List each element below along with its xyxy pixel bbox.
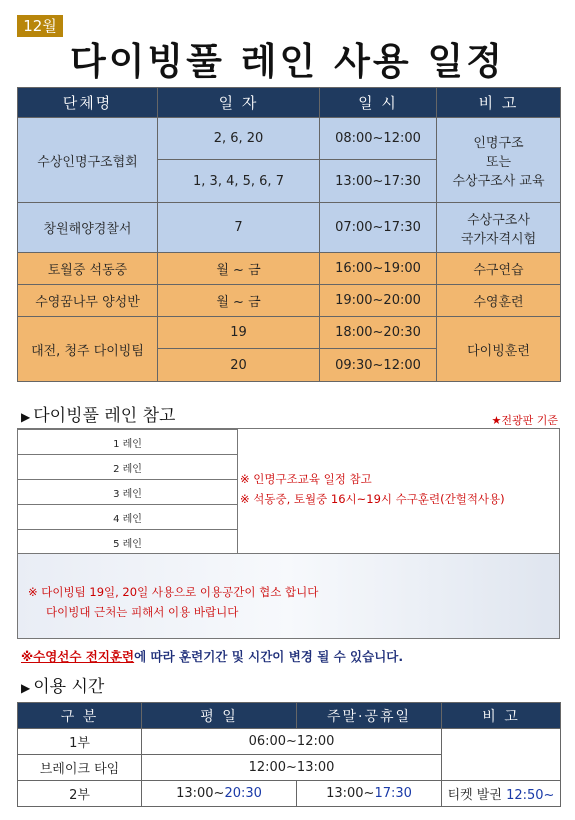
warning-text — [28, 582, 318, 622]
table-row — [18, 781, 561, 807]
time-cell: 13:00~17:30 — [320, 160, 437, 203]
hours-section-title-text: 이용 시간 — [33, 677, 105, 697]
session-label: 브레이크 타임 — [18, 755, 142, 781]
header-note: 비 고 — [442, 703, 561, 729]
lane-note: ※ 석동중, 토월중 16시~19시 수구훈련(간헐적사용) — [240, 492, 505, 506]
lane-item: 5 레인 — [18, 530, 238, 555]
note-cell: 다이빙훈련 — [437, 317, 561, 382]
hours-table — [17, 702, 561, 807]
header-weekend: 주말·공휴일 — [297, 703, 442, 729]
lane-section-title — [21, 405, 175, 428]
note-cell-empty — [442, 729, 561, 781]
date-cell: 19 — [158, 317, 320, 349]
change-notice-highlight: ※수영선수 전지훈련 — [21, 649, 135, 664]
note-line: 수상구조사 — [467, 212, 530, 228]
time-cell: 18:00~20:30 — [320, 317, 437, 349]
time-cell: 08:00~12:00 — [320, 118, 437, 160]
org-cell: 수상인명구조협회 — [18, 118, 158, 203]
note-line: 인명구조 — [473, 135, 524, 151]
weekend-end: 17:30 — [374, 786, 412, 801]
month-badge: 12월 — [17, 15, 63, 37]
date-cell: 월 ~ 금 — [158, 285, 320, 317]
hours-section-title — [21, 676, 104, 699]
table-row — [18, 729, 561, 755]
session-label: 1부 — [18, 729, 142, 755]
lane-note: ※ 인명구조교육 일정 참고 — [240, 472, 372, 486]
warning-line: 다이빙대 근처는 피해서 이용 바랍니다 — [46, 605, 239, 619]
date-cell: 월 ~ 금 — [158, 253, 320, 285]
note-line: 국가자격시험 — [460, 231, 537, 247]
weekday-start: 13:00~ — [176, 786, 225, 801]
table-row — [18, 317, 561, 349]
org-cell: 토월중 석동중 — [18, 253, 158, 285]
session-time: 06:00~12:00 — [142, 729, 442, 755]
date-cell: 7 — [158, 203, 320, 253]
date-cell: 1, 3, 4, 5, 6, 7 — [158, 160, 320, 203]
weekday-end: 20:30 — [224, 786, 262, 801]
note-cell — [437, 203, 561, 253]
time-cell: 09:30~12:00 — [320, 349, 437, 382]
schedule-table — [17, 87, 561, 382]
ticket-label: 티켓 발권 — [447, 788, 502, 803]
time-cell: 16:00~19:00 — [320, 253, 437, 285]
date-cell: 2, 6, 20 — [158, 118, 320, 160]
triangle-bullet-icon: ▶ — [21, 681, 31, 695]
note-cell — [437, 118, 561, 203]
page-title: 다이빙풀 레인 사용 일정 — [69, 40, 506, 83]
triangle-bullet-icon: ▶ — [21, 410, 31, 424]
header-note: 비 고 — [437, 88, 561, 118]
lane-list — [18, 429, 238, 555]
table-row — [18, 253, 561, 285]
header-category: 구 분 — [18, 703, 142, 729]
table-row — [18, 118, 561, 160]
board-basis-note: ★전광판 기준 — [491, 414, 558, 427]
warning-area — [18, 554, 559, 638]
org-cell: 수영꿈나무 양성반 — [18, 285, 158, 317]
warning-line: ※ 다이빙팀 19일, 20일 사용으로 이용공간이 협소 합니다 — [28, 585, 319, 599]
lane-notes — [240, 469, 505, 509]
org-cell: 대전, 청주 다이빙팀 — [18, 317, 158, 382]
lane-item: 2 레인 — [18, 455, 238, 480]
header-weekday: 평 일 — [142, 703, 297, 729]
note-cell: 수영훈련 — [437, 285, 561, 317]
table-row — [18, 285, 561, 317]
note-line: 수상구조사 교육 — [452, 173, 545, 189]
table-row — [18, 203, 561, 253]
session-time: 12:00~13:00 — [142, 755, 442, 781]
schedule-header-row — [18, 88, 561, 118]
hours-header-row — [18, 703, 561, 729]
time-cell: 19:00~20:00 — [320, 285, 437, 317]
weekend-start: 13:00~ — [326, 786, 375, 801]
lane-reference-box — [17, 428, 560, 639]
header-date: 일 자 — [158, 88, 320, 118]
header-time: 일 시 — [320, 88, 437, 118]
ticket-note — [442, 781, 561, 807]
weekend-time — [297, 781, 442, 807]
lane-item: 4 레인 — [18, 505, 238, 530]
org-cell: 창원해양경찰서 — [18, 203, 158, 253]
change-notice — [21, 647, 403, 665]
note-line: 또는 — [485, 154, 512, 170]
time-cell: 07:00~17:30 — [320, 203, 437, 253]
lane-item: 1 레인 — [18, 430, 238, 455]
session-label: 2부 — [18, 781, 142, 807]
weekday-time — [142, 781, 297, 807]
date-cell: 20 — [158, 349, 320, 382]
lane-section-title-text: 다이빙풀 레인 참고 — [33, 406, 176, 426]
note-cell: 수구연습 — [437, 253, 561, 285]
lane-item: 3 레인 — [18, 480, 238, 505]
header-org: 단체명 — [18, 88, 158, 118]
ticket-time: 12:50~ — [506, 788, 555, 803]
change-notice-text: 에 따라 훈련기간 및 시간이 변경 될 수 있습니다. — [134, 649, 404, 664]
